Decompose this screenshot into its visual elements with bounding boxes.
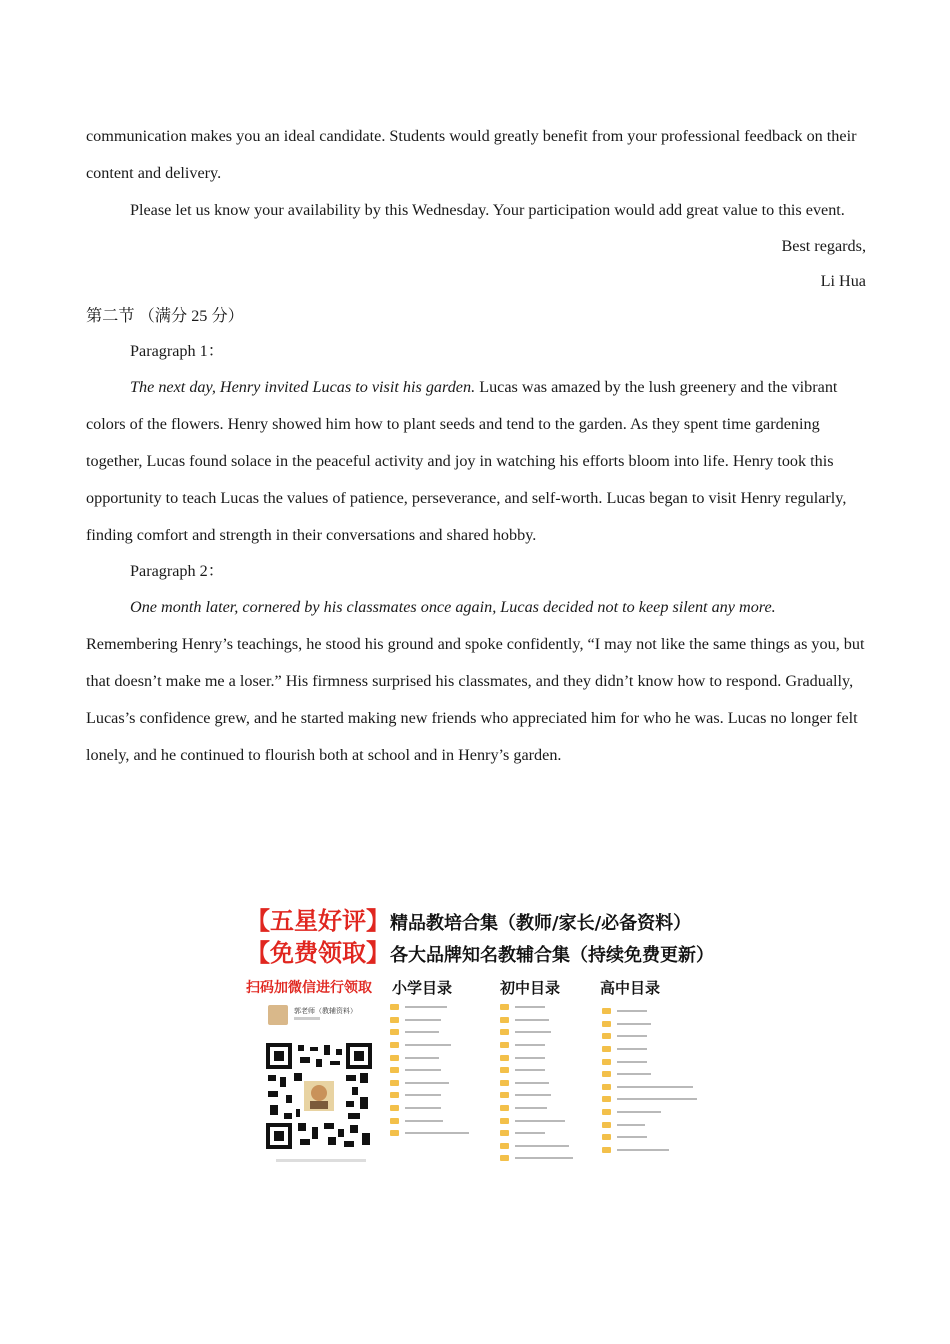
list-item [602,1005,707,1018]
list-item [602,1043,707,1056]
high-folder-list [602,1005,707,1156]
teacher-subtitle [294,1017,320,1020]
list-item [602,1081,707,1094]
folder-icon [500,1004,509,1010]
list-item [500,1114,605,1127]
folder-icon [602,1008,611,1014]
promo-text-2: 各大品牌知名教辅合集（持续免费更新） [390,945,714,966]
section-heading: 第二节 （满分 25 分） [86,307,244,325]
paragraph1 [86,369,866,554]
list-item [390,1014,495,1027]
paragraph1-label: Paragraph 1： [130,342,224,360]
folder-icon [390,1118,399,1124]
folder-icon [602,1096,611,1102]
folder-icon [602,1122,611,1128]
primary-folder-list [390,1001,495,1140]
middle-catalog-title: 初中目录 [500,979,561,997]
folder-icon [500,1042,509,1048]
folder-icon [500,1143,509,1149]
list-item [500,1127,605,1140]
list-item [602,1055,707,1068]
list-item [500,1014,605,1027]
qr-code-icon [266,1043,372,1149]
list-item [500,1026,605,1039]
folder-icon [602,1071,611,1077]
letter-signature: Li Hua [820,272,866,290]
letter-paragraph: Please let us know your availability by this Wednesday. Your participation would add great value to this event. [130,201,845,219]
folder-icon [390,1105,399,1111]
list-item [500,1077,605,1090]
list-item [390,1026,495,1039]
list-item [500,1102,605,1115]
letter-continuation: communication makes you an ideal candidate. Students would greatly benefit from your professional feedback on their content and delivery. [86,127,857,182]
primary-catalog-title: 小学目录 [392,979,453,997]
promo-banner [240,893,714,1168]
letter-closing: Best regards, [781,237,866,255]
paragraph1-lead: The next day, Henry invited Lucas to visit his garden. [130,378,476,396]
scan-instruction: 扫码加微信进行领取 [246,980,372,996]
folder-icon [602,1109,611,1115]
folder-icon [390,1017,399,1023]
folder-icon [390,1042,399,1048]
list-item [500,1089,605,1102]
list-item [390,1001,495,1014]
folder-icon [500,1118,509,1124]
folder-icon [500,1092,509,1098]
folder-icon [390,1004,399,1010]
list-item [500,1001,605,1014]
list-item [602,1068,707,1081]
high-catalog-title: 高中目录 [600,979,661,997]
list-item [602,1118,707,1131]
list-item [390,1077,495,1090]
list-item [500,1051,605,1064]
paragraph2-lead: One month later, cornered by his classmates once again, Lucas decided not to keep silent any more. [130,598,776,616]
promo-line-2 [246,933,714,968]
folder-icon [500,1105,509,1111]
list-item [390,1064,495,1077]
folder-icon [602,1134,611,1140]
promo-tag-2: 【免费领取】 [246,939,390,967]
list-item [602,1144,707,1157]
list-item [602,1030,707,1043]
folder-icon [602,1021,611,1027]
paragraph2-body: Remembering Henry’s teachings, he stood his ground and spoke confidently, “I may not like the same things as you, but that doesn’t make me a loser.” His firmness surprised his classmates, and they didn’t know how to respond. Gradually, Lucas’s confidence grew, and he started making new friends who appreciated him for who he was. Lucas no longer felt lonely, and he continued to flourish both at school and in Henry’s garden. [86,635,865,764]
folder-icon [500,1055,509,1061]
promo-tag-1: 【五星好评】 [246,907,390,935]
promo-line-1 [246,901,691,936]
document-body [86,118,866,774]
list-item [390,1089,495,1102]
middle-folder-list [500,1001,605,1165]
list-item [390,1051,495,1064]
list-item [500,1140,605,1153]
list-item [500,1064,605,1077]
folder-icon [602,1084,611,1090]
paragraph2-label: Paragraph 2： [130,562,224,580]
list-item [500,1039,605,1052]
folder-icon [390,1067,399,1073]
folder-icon [602,1147,611,1153]
qr-caption [276,1159,366,1162]
list-item [390,1114,495,1127]
folder-icon [602,1033,611,1039]
folder-icon [390,1130,399,1136]
folder-icon [390,1080,399,1086]
folder-icon [390,1092,399,1098]
list-item [390,1127,495,1140]
list-item [500,1152,605,1165]
folder-icon [602,1059,611,1065]
folder-icon [602,1046,611,1052]
promo-text-1: 精品教培合集（教师/家长/必备资料） [390,913,692,934]
folder-icon [500,1080,509,1086]
folder-icon [500,1017,509,1023]
avatar [268,1005,288,1025]
folder-icon [500,1067,509,1073]
list-item [602,1106,707,1119]
paragraph2 [86,589,866,774]
folder-icon [390,1055,399,1061]
list-item [390,1039,495,1052]
list-item [390,1102,495,1115]
folder-icon [500,1155,509,1161]
teacher-name: 郭老师（教辅资料） [294,1007,357,1015]
folder-icon [390,1029,399,1035]
folder-icon [500,1029,509,1035]
list-item [602,1018,707,1031]
paragraph1-body: Lucas was amazed by the lush greenery and the vibrant colors of the flowers. Henry showed him how to plant seeds and tend to the garden. As they spent time gardening together, Lucas found solace in the peaceful activity and joy in watching his efforts bloom into life. Henry took this opportunity to teach Lucas the values of patience, perseverance, and self-worth. Lucas began to visit Henry regularly, finding comfort and strength in their conversations and shared hobby. [86,378,847,544]
folder-icon [500,1130,509,1136]
list-item [602,1131,707,1144]
list-item [602,1093,707,1106]
